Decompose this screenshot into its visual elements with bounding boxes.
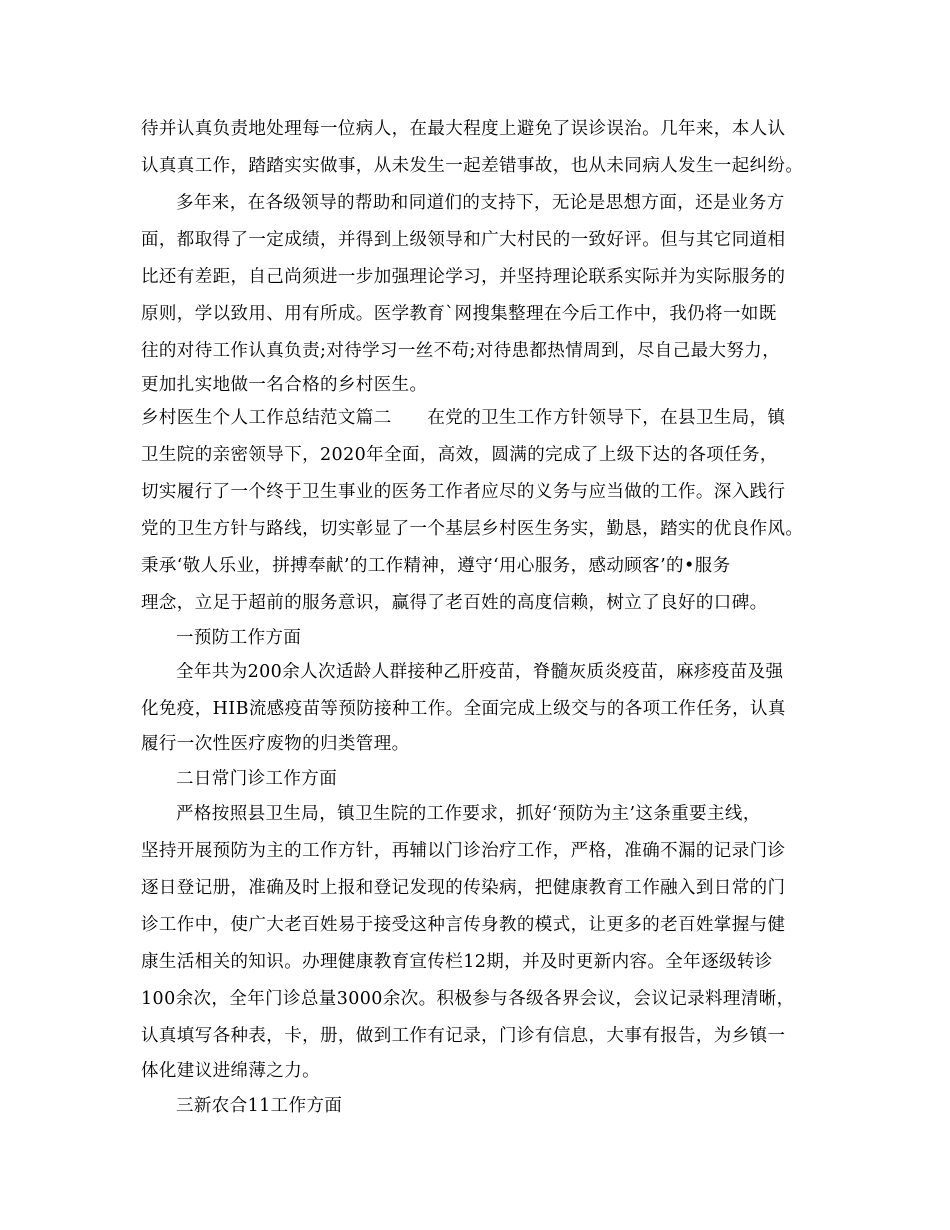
- subheading: 二日常门诊工作方面: [176, 769, 338, 789]
- text-line: 认真填写各种表，卡，册，做到工作有记录，门诊有信息，大事有报告，为乡镇一: [141, 1026, 786, 1046]
- text-line: 逐日登记册，准确及时上报和登记发现的传染病，把健康教育工作融入到日常的门: [141, 878, 786, 898]
- text-line: 全年共为200余人次适龄人群接种乙肝疫苗，脊髓灰质炎疫苗，麻疹疫苗及强: [176, 662, 784, 682]
- text-line: 比还有差距，自己尚须进一步加强理论学习，并坚持理论联系实际并为实际服务的: [141, 267, 786, 287]
- text-line: 面，都取得了一定成绩，并得到上级领导和广大村民的一致好评。但与其它同道相: [141, 230, 786, 250]
- text-line: 往的对待工作认真负责;对待学习一丝不苟;对待患都热情周到，尽自己最大努力，: [141, 341, 781, 361]
- text-line: 履行一次性医疗废物的归类管理。: [141, 734, 410, 754]
- text-line: 认真真工作，踏踏实实做事，从未发生一起差错事故，也从未同病人发生一起纠纷。: [141, 156, 804, 176]
- text-line: 秉承‘敬人乐业，拼搏奉献’的工作精神，遵守‘用心服务，感动顾客’的•服务: [141, 556, 731, 576]
- text-line: 原则，学以致用、用有所成。医学教育`网搜集整理在今后工作中，我仍将一如既: [141, 304, 777, 324]
- text-line: 坚持开展预防为主的工作方针，再辅以门诊治疗工作，严格，准确不漏的记录门诊: [141, 841, 786, 861]
- section-heading-line: 乡村医生个人工作总结范文篇二 在党的卫生工作方针领导下，在县卫生局，镇: [141, 408, 786, 428]
- text-line: 卫生院的亲密领导下，2020年全面，高效，圆满的完成了上级下达的各项任务，: [141, 445, 778, 465]
- text-line: 100余次，全年门诊总量3000余次。积极参与各级各界会议，会议记录料理清晰，: [141, 989, 795, 1009]
- text-line: 化免疫，HIB流感疫苗等预防接种工作。全面完成上级交与的各项工作任务，认真: [141, 699, 786, 719]
- text-line: 更加扎实地做一名合格的乡村医生。: [141, 375, 428, 395]
- subheading: 一预防工作方面: [176, 628, 302, 648]
- text-line: 康生活相关的知识。办理健康教育宣传栏12期，并及时更新内容。全年逐级转诊: [141, 952, 773, 972]
- text-line: 多年来，在各级领导的帮助和同道们的支持下，无论是思想方面，还是业务方: [176, 193, 785, 213]
- text-line: 党的卫生方针与路线，切实彰显了一个基层乡村医生务实，勤恳，踏实的优良作风。: [141, 519, 804, 539]
- text-line: 理念，立足于超前的服务意识，赢得了老百姓的高度信赖，树立了良好的口碑。: [141, 593, 768, 613]
- text-line: 待并认真负责地处理每一位病人，在最大程度上避免了误诊误治。几年来，本人认: [141, 119, 786, 139]
- text-line: 严格按照县卫生局，镇卫生院的工作要求，抓好‘预防为主’这条重要主线，: [176, 804, 761, 824]
- text-line: 切实履行了一个终于卫生事业的医务工作者应尽的义务与应当做的工作。深入践行: [141, 482, 786, 502]
- text-line: 诊工作中，使广大老百姓易于接受这种言传身教的模式，让更多的老百姓掌握与健: [141, 915, 786, 935]
- subheading: 三新农合11工作方面: [176, 1096, 343, 1116]
- text-line: 体化建议进绵薄之力。: [141, 1061, 320, 1081]
